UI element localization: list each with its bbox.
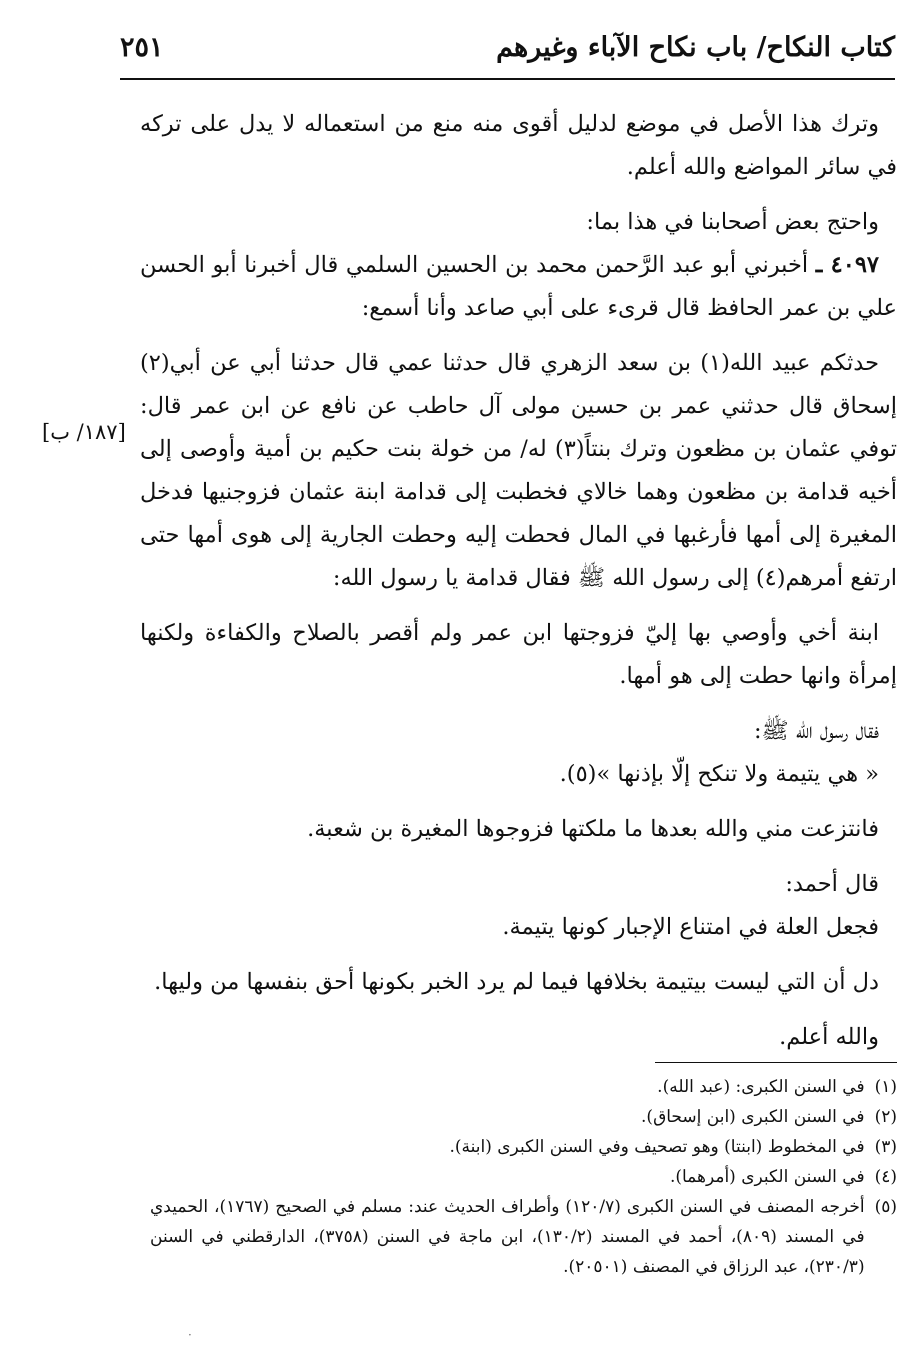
paragraph: واحتج بعض أصحابنا في هذا بما: — [586, 209, 879, 235]
footnote — [150, 1072, 897, 1102]
footnote-text: في السنن الكبرى: (عبد الله). — [657, 1077, 865, 1097]
paragraph: فانتزعت مني والله بعدها ما ملكتها فزوجوها المغيرة بن شعبة. — [307, 816, 879, 842]
footnote-number: (٤) — [874, 1167, 897, 1187]
footnote-separator — [655, 1062, 897, 1063]
footnote-text: في السنن الكبرى (أمرهما). — [669, 1167, 865, 1187]
isnad-text: أخبرني أبو عبد الرَّحمن محمد بن الحسين السلمي قال أخبرنا أبو الحسن علي بن عمر الحافظ قال قرىء على أبي صاعد وأنا أسمع: — [140, 252, 897, 321]
running-title: كتاب النكاح/ باب نكاح الآباء وغيرهم — [496, 32, 895, 63]
header-rule — [120, 78, 895, 80]
footnote-text: أخرجه المصنف في السنن الكبرى (١٢٠/٧) وأطراف الحديث عند: مسلم في الصحيح (١٧٦٧)، الحميدي في المسند (٨٠٩)، أحمد في المسند (١٣٠/٢)، ابن ماجة في السنن (٣٧٥٨)، الدارقطني في السنن (٢٣٠/٣)، عبد الرزاق في المصنف (٢٠٥٠١). — [150, 1197, 865, 1277]
footnote — [150, 1162, 897, 1192]
manuscript-folio-marker: [١٨٧/ ب] — [42, 420, 126, 444]
page-number: ٢٥١ — [120, 32, 164, 63]
footnote-number: (٥) — [874, 1197, 897, 1217]
footnote — [150, 1132, 897, 1162]
page-header — [120, 28, 895, 80]
hadith-paragraph — [140, 244, 897, 330]
footnote-text: في السنن الكبرى (ابن إسحاق). — [641, 1107, 865, 1127]
footnote — [150, 1192, 897, 1282]
hadith-number: ٤٠٩٧ ـ — [815, 252, 879, 278]
closing-line: والله أعلم. — [779, 1024, 879, 1050]
paragraph: وترك هذا الأصل في موضع لدليل أقوى منه منع من استعماله لا يدل على تركه في سائر المواضع والله أعلم. — [140, 111, 897, 180]
footnote-number: (٣) — [874, 1137, 897, 1157]
main-text — [140, 103, 897, 1071]
paragraph: فجعل العلة في امتناع الإجبار كونها يتيمة. — [502, 914, 879, 940]
footnote — [150, 1102, 897, 1132]
footnote-number: (٢) — [874, 1107, 897, 1127]
footnote-number: (١) — [874, 1077, 897, 1097]
paragraph: دل أن التي ليست بيتيمة بخلافها فيما لم يرد الخبر بكونها أحق بنفسها من وليها. — [154, 969, 879, 995]
scan-speck: · — [188, 1328, 192, 1342]
paragraph: فقال رسول الله ﷺ: — [753, 718, 879, 744]
footnotes — [150, 1072, 897, 1282]
paragraph: قال أحمد: — [785, 871, 879, 897]
hadith-text: حدثكم عبيد الله(١) بن سعد الزهري قال حدثنا عمي قال حدثنا أبي عن أبي(٢) إسحاق قال حدثني عمر بن حسين مولى آل حاطب عن نافع عن ابن عمر قال: توفي عثمان بن مظعون وترك بنتاً(٣) له/ من خولة بنت حكيم بن أمية وأوصى إلى أخيه قدامة بن مظعون وهما خالاي فخطبت إلى قدامة ابنة عثمان فزوجنيها فدخل المغيرة إلى أمها فأرغبها في المال فحطت إليه وحطت الجارية إلى هوى أمها حتى ارتفع أمرهم(٤) إلى رسول الله ﷺ فقال قدامة يا رسول الله: — [140, 350, 897, 591]
paragraph: ابنة أخي وأوصي بها إليّ فزوجتها ابن عمر ولم أقصر بالصلاح والكفاءة ولكنها إمرأة وانها حطت إلى هو أمها. — [140, 620, 897, 689]
prophetic-quote: « هي يتيمة ولا تنكح إلّا بإذنها »(٥). — [559, 761, 879, 787]
footnote-text: في المخطوط (ابنتا) وهو تصحيف وفي السنن الكبرى (ابنة). — [449, 1137, 865, 1157]
